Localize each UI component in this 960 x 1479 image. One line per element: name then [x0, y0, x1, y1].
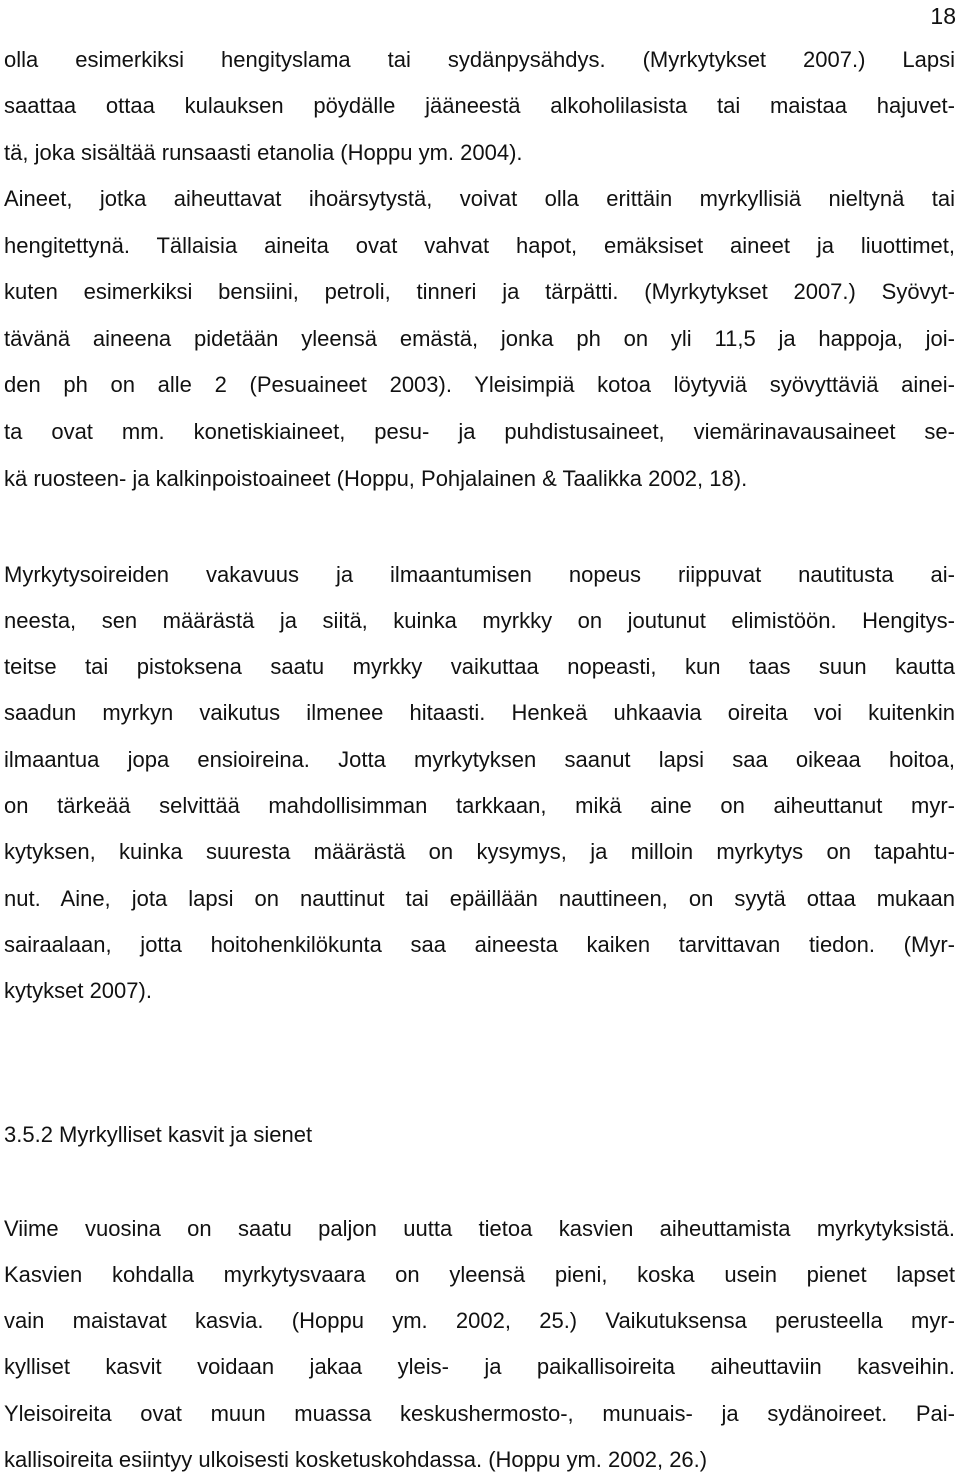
body-text-line: saadun myrkyn vaikutus ilmenee hitaasti. Henkeä uhkaavia oireita voi kuitenkin: [4, 700, 955, 725]
body-text-line: kylliset kasvit voidaan jakaa yleis- ja paikallisoireita aiheuttaviin kasveihin.: [4, 1354, 955, 1379]
section-heading: 3.5.2 Myrkylliset kasvit ja sienet: [4, 1122, 313, 1147]
body-text-line: den ph on alle 2 (Pesuaineet 2003). Yleisimpiä kotoa löytyviä syövyttäviä ainei-: [4, 372, 955, 397]
body-text-line: on tärkeää selvittää mahdollisimman tarkkaan, mikä aine on aiheuttanut myr-: [4, 793, 955, 818]
body-text-line: kuten esimerkiksi bensiini, petroli, tinneri ja tärpätti. (Myrkytykset 2007.) Syövyt-: [4, 279, 955, 304]
body-text-line: ilmaantua jopa ensioireina. Jotta myrkytyksen saanut lapsi saa oikeaa hoitoa,: [4, 747, 955, 772]
body-text-line: kytyksen, kuinka suuresta määrästä on kysymys, ja milloin myrkytys on tapahtu-: [4, 839, 955, 864]
body-text-line: vain maistavat kasvia. (Hoppu ym. 2002, 25.) Vaikutuksensa perusteella myr-: [4, 1308, 955, 1333]
body-text-line: saattaa ottaa kulauksen pöydälle jääneestä alkoholilasista tai maistaa hajuvet-: [4, 93, 955, 118]
body-text-line: tä, joka sisältää runsaasti etanolia (Hoppu ym. 2004).: [4, 140, 523, 165]
body-text-line: neesta, sen määrästä ja siitä, kuinka myrkky on joutunut elimistöön. Hengitys-: [4, 608, 955, 633]
body-text-line: olla esimerkiksi hengityslama tai sydänpysähdys. (Myrkytykset 2007.) Lapsi: [4, 47, 955, 72]
body-text-line: kallisoireita esiintyy ulkoisesti kosketuskohdassa. (Hoppu ym. 2002, 26.): [4, 1447, 708, 1472]
body-text-line: sairaalaan, jotta hoitohenkilökunta saa aineesta kaiken tarvittavan tiedon. (Myr-: [4, 932, 955, 957]
body-text-line: Myrkytysoireiden vakavuus ja ilmaantumisen nopeus riippuvat nautitusta ai-: [4, 562, 955, 587]
body-text-line: teitse tai pistoksena saatu myrkky vaikuttaa nopeasti, kun taas suun kautta: [4, 654, 955, 679]
body-text-line: nut. Aine, jota lapsi on nauttinut tai epäillään nauttineen, on syytä ottaa mukaan: [4, 886, 955, 911]
body-text-line: tävänä aineena pidetään yleensä emästä, jonka ph on yli 11,5 ja happoja, joi-: [4, 326, 955, 351]
body-text-line: Viime vuosina on saatu paljon uutta tietoa kasvien aiheuttamista myrkytyksistä.: [4, 1216, 955, 1241]
body-text-line: ta ovat mm. konetiskiaineet, pesu- ja puhdistusaineet, viemärinavausaineet se-: [4, 419, 955, 444]
body-text-line: hengitettynä. Tällaisia aineita ovat vahvat hapot, emäksiset aineet ja liuottimet,: [4, 233, 955, 258]
body-text-line: Kasvien kohdalla myrkytysvaara on yleensä pieni, koska usein pienet lapset: [4, 1262, 955, 1287]
body-text-line: kä ruosteen- ja kalkinpoistoaineet (Hoppu, Pohjalainen & Taalikka 2002, 18).: [4, 466, 748, 491]
body-text-line: Aineet, jotka aiheuttavat ihoärsytystä, voivat olla erittäin myrkyllisiä nieltynä tai: [4, 186, 955, 211]
body-text-line: kytykset 2007).: [4, 978, 152, 1003]
body-text-line: Yleisoireita ovat muun muassa keskushermosto-, munuais- ja sydänoireet. Pai-: [4, 1401, 955, 1426]
page-number: 18: [930, 3, 956, 29]
